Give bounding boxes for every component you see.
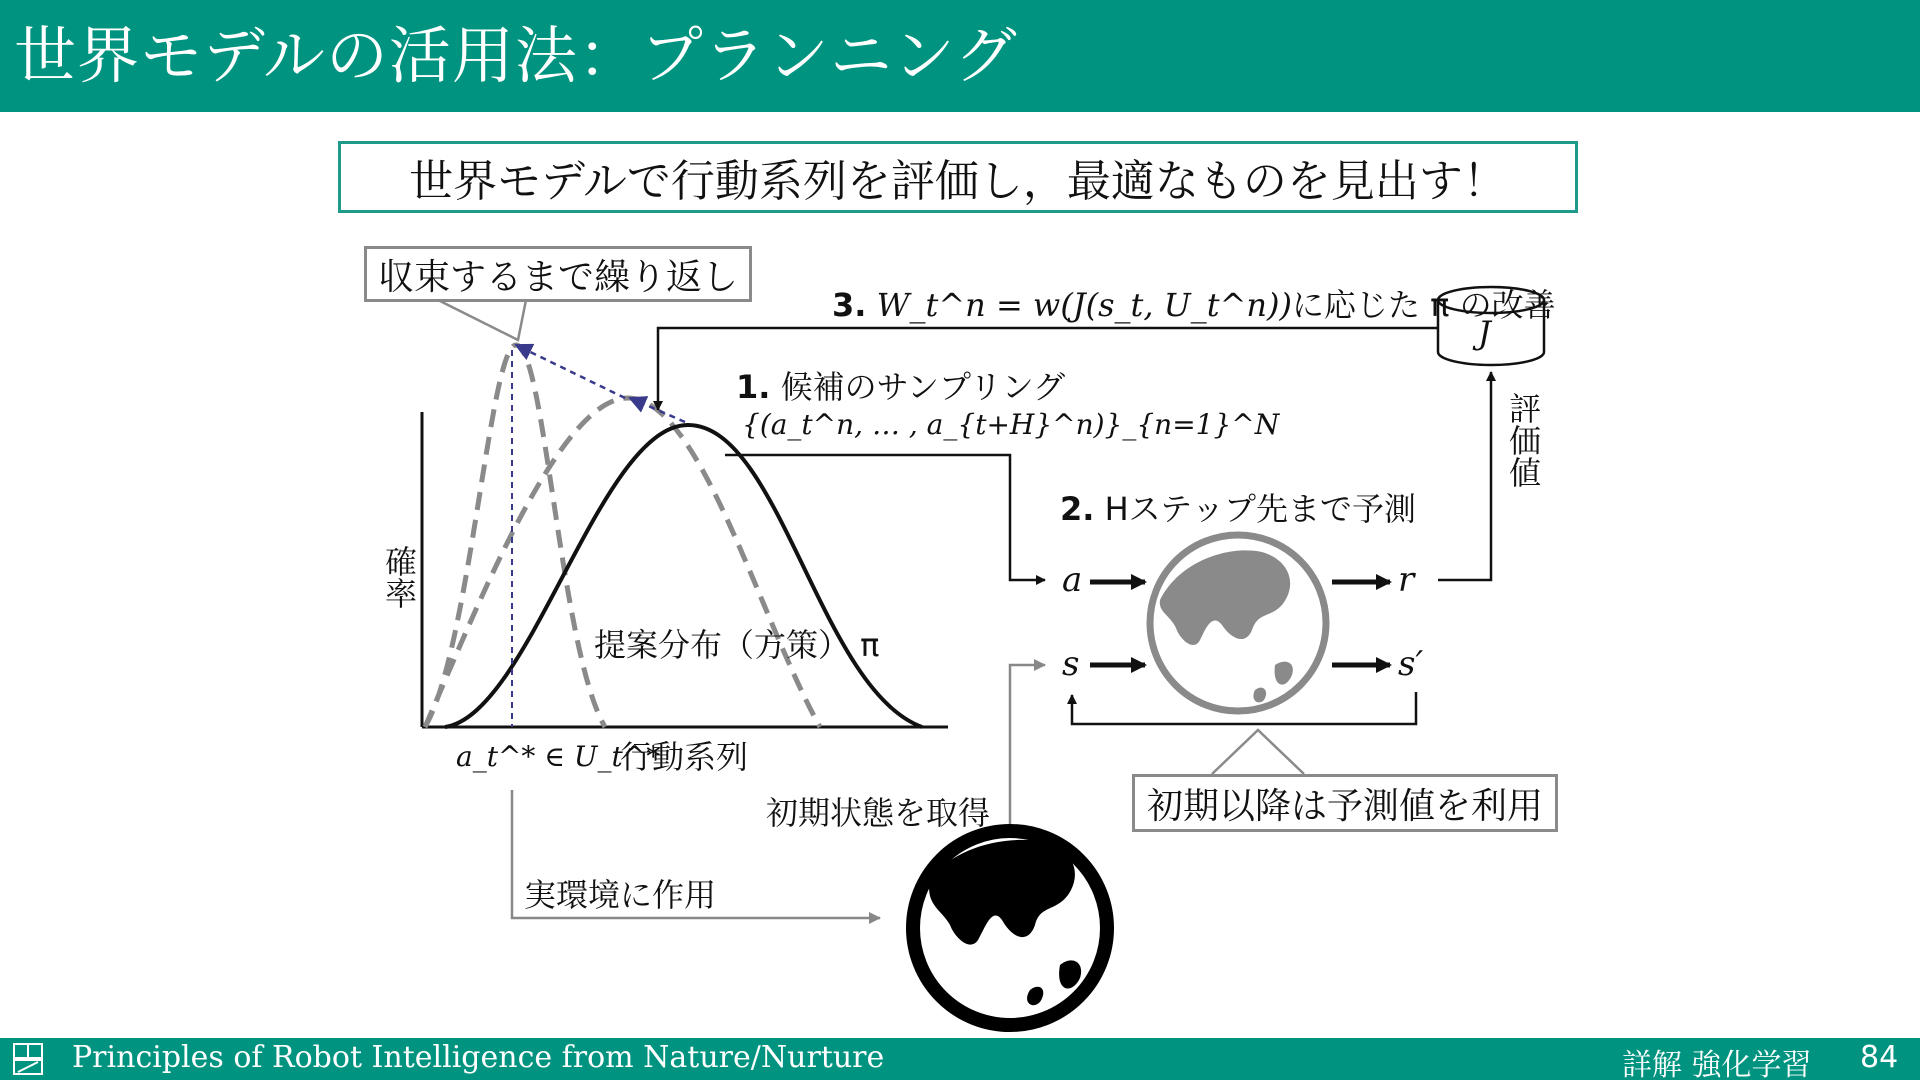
step3-text: に応じた π の改善 xyxy=(1291,286,1556,324)
step2-number: 2. xyxy=(1060,490,1095,528)
optimal-action-label: a_t^* ∈ U_t^* xyxy=(456,740,661,773)
y-axis-label: 確率 xyxy=(380,545,418,609)
initial-state-arrow xyxy=(1010,665,1045,830)
banner-text: 世界モデルで行動系列を評価し，最適なものを見出す！ xyxy=(409,156,1507,207)
repeat-callout-line xyxy=(438,300,526,340)
footer-series-title: Principles of Robot Intelligence from Nature/Nurture xyxy=(72,1040,885,1075)
step1-label xyxy=(736,362,1065,408)
input-s-label: s xyxy=(1062,644,1080,684)
output-s-prime-label: s′ xyxy=(1398,644,1424,684)
use-predictions-box xyxy=(1132,774,1558,832)
real-environment-globe-icon xyxy=(913,831,1107,1025)
step1-text: 候補のサンプリング xyxy=(780,368,1066,406)
world-model-globe-icon xyxy=(1150,535,1326,711)
evaluation-arrow xyxy=(1438,372,1491,580)
use-predictions-label: 初期以降は予測値を利用 xyxy=(1146,785,1543,827)
footer-bar xyxy=(0,1038,1920,1083)
sampling-arrow xyxy=(725,455,1045,580)
repeat-label: 収束するまで繰り返し xyxy=(377,256,738,298)
proposal-distribution-curve xyxy=(445,425,922,727)
act-environment-label: 実環境に作用 xyxy=(524,876,717,914)
step1-formula: {(a_t^n, … , a_{t+H}^n)}_{n=1}^N xyxy=(742,408,1280,441)
repeat-until-converge-box xyxy=(364,246,752,302)
lab-logo-icon xyxy=(12,1042,44,1076)
eval-value-label: 評価値 xyxy=(1504,392,1542,488)
page-number: 84 xyxy=(1860,1040,1899,1075)
page-title: 世界モデルの活用法：プランニング xyxy=(14,19,1018,92)
step3-label xyxy=(832,280,1556,326)
get-initial-state-label: 初期状態を取得 xyxy=(766,794,991,832)
proposal-distribution-label: 提案分布（方策） π xyxy=(594,626,880,664)
step3-formula: W_t^n = w(J(s_t, U_t^n)) xyxy=(876,286,1292,324)
use-pred-callout-line xyxy=(1212,730,1304,774)
dashed-distribution-mid xyxy=(425,398,820,727)
x-axis-label: 行動系列 xyxy=(620,738,749,776)
step3-number: 3. xyxy=(832,286,867,324)
input-a-label: a xyxy=(1062,560,1083,600)
step1-number: 1. xyxy=(736,368,771,406)
objective-label: J xyxy=(1478,314,1491,352)
footer-course-title: 詳解 強化学習 xyxy=(1622,1048,1812,1083)
output-r-label: r xyxy=(1398,560,1415,600)
step2-label xyxy=(1060,484,1416,530)
step2-text: Hステップ先まで予測 xyxy=(1104,490,1417,528)
